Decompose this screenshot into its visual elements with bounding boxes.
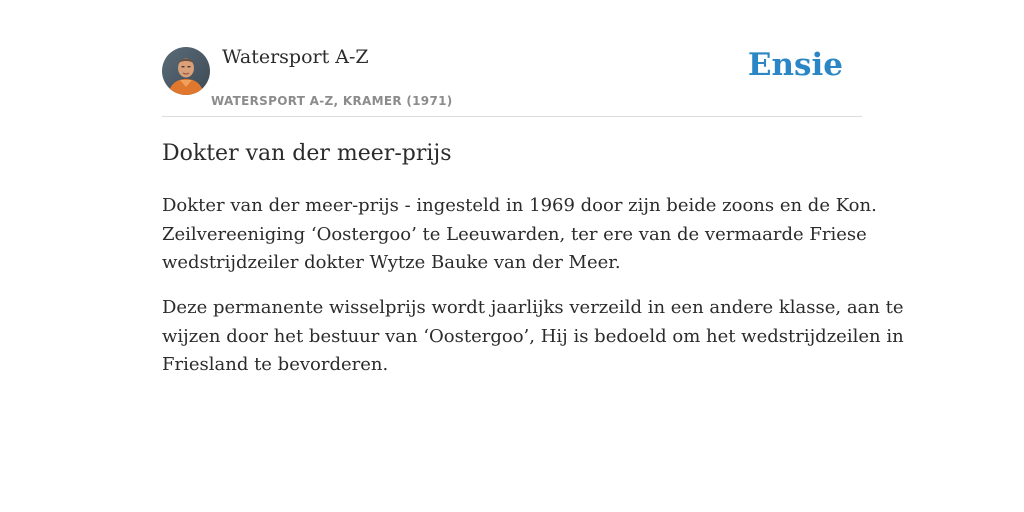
entry-header bbox=[162, 0, 862, 117]
person-avatar-icon bbox=[162, 47, 210, 95]
paragraph-line: wijzen door het bestuur van ‘Oostergoo’, Hij is bedoeld om het wedstrijdzeilen in bbox=[162, 325, 904, 347]
paragraph-line: wedstrijdzeiler dokter Wytze Bauke van der Meer. bbox=[162, 252, 621, 273]
author-avatar[interactable] bbox=[162, 47, 210, 95]
entry-paragraph bbox=[162, 294, 904, 380]
paragraph-line: Deze permanente wisselprijs wordt jaarlijks verzeild in een andere klasse, aan te bbox=[162, 297, 904, 318]
page-container bbox=[162, 0, 904, 375]
entry-paragraph bbox=[162, 192, 877, 278]
entry-title: Dokter van der meer-prijs bbox=[162, 141, 452, 166]
author-name[interactable]: Watersport A-Z bbox=[222, 46, 369, 68]
paragraph-line: Friesland te bevorderen. bbox=[162, 354, 389, 375]
paragraph-line: Dokter van der meer-prijs - ingesteld in 1969 door zijn beide zoons en de Kon. bbox=[162, 195, 877, 216]
paragraph-line: Zeilvereeniging ‘Oostergoo’ te Leeuwarden, ter ere van de vermaarde Friese bbox=[162, 223, 867, 245]
source-reference[interactable]: WATERSPORT A-Z, KRAMER (1971) bbox=[211, 94, 453, 108]
site-logo[interactable]: Ensie bbox=[747, 47, 843, 83]
